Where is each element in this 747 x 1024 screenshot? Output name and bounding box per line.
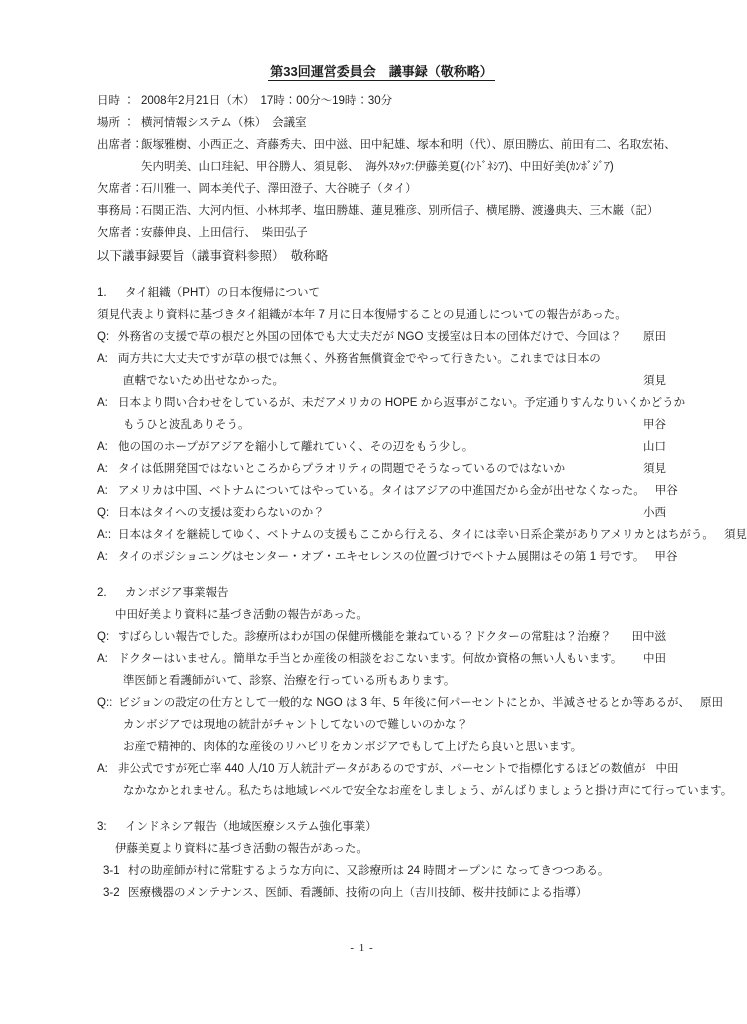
speaker-prefix: A:: [97, 397, 108, 409]
page-number: - 1 -: [350, 942, 374, 954]
continuation-line: [97, 670, 666, 692]
speaker-name: 小西: [643, 507, 666, 519]
attendees-row: [97, 134, 676, 156]
section-number: 2.: [97, 587, 107, 599]
continuation-line: [97, 736, 666, 758]
question-line: [97, 326, 666, 348]
secretariat-row: [97, 200, 666, 222]
meta-label: [97, 156, 141, 178]
speaker-prefix: A:: [97, 463, 108, 475]
section-title: インドネシア報告（地域医療システム強化事業）: [125, 821, 377, 833]
answer-line: [97, 758, 679, 780]
report-text: 伊藤美夏より資料に基づき活動の報告があった。: [115, 843, 368, 855]
meta-label: 場所 ：: [97, 117, 135, 129]
speaker-name: 甲谷: [654, 551, 678, 563]
question-line: [97, 626, 666, 648]
dialogue-text: お産で精神的、肉体的な産後のリハビリをカンボジアでもして上げたら良いと思います。: [123, 741, 583, 753]
speaker-prefix: A:: [97, 353, 108, 365]
speaker-name: 田中滋: [631, 631, 666, 643]
section-thailand: [97, 282, 747, 568]
speaker-name: 甲谷: [654, 485, 678, 497]
dialogue-text: 直轄でないため出せなかった。: [123, 375, 284, 387]
answer-line: [97, 480, 678, 502]
speaker-name: 山口: [643, 441, 666, 453]
sub-item-line: [97, 860, 666, 882]
dialogue-text: 日本より問い合わせをしているが、未だアメリカの HOPE から返事がこない。予定通りすんなりいくかどうか: [118, 397, 686, 409]
dialogue-text: 外務省の支援で草の根だと外国の団体でも大丈夫だが NGO 支援室は日本の団体だけで、今回は？: [118, 331, 622, 343]
question-line: [97, 692, 723, 714]
sub-item-number: 3-1: [103, 865, 120, 877]
speaker-prefix: A:: [97, 485, 108, 497]
dialogue-text: 非公式ですが死亡率 440 人/10 万人統計データがあるのですが、パーセントで指標化するほどの数値が: [118, 763, 646, 775]
dialogue-text: タイのポジショニングはセンター・オブ・エキセレンスの位置づけでベトナム展開はその第 1 号です。: [118, 551, 645, 563]
absentees-row-2: [97, 222, 666, 244]
section-cambodia: [97, 582, 733, 802]
dialogue-text: すばらしい報告でした。診療所はわが国の保健所機能を兼ねている？ドクターの常駐は？治療？: [118, 631, 612, 643]
speaker-name: 中田: [655, 763, 679, 775]
page-title: [97, 62, 666, 82]
speaker-prefix: A:: [97, 551, 108, 563]
report-text: 須見代表より資料に基づきタイ組織が本年 7 月に日本復帰することの見通しについての報告があった。: [97, 309, 627, 321]
section-heading: [97, 582, 666, 604]
dialogue-text: もうひと波乱ありそう。: [123, 419, 250, 431]
absentees-names: 石川雅一、岡本美代子、澤田澄子、大谷暁子（タイ）: [141, 183, 417, 195]
speaker-prefix: Q::: [97, 697, 113, 709]
dialogue-text: 日本はタイへの支援は変わらないのか？: [118, 507, 325, 519]
report-text: 中田好美より資料に基づき活動の報告があった。: [115, 609, 368, 621]
sub-item-text: 医療機器のメンテナンス、医師、看護師、技術の向上（吉川技師、桜井技師による指導）: [128, 887, 588, 899]
meta-label: 欠席者：: [97, 183, 143, 195]
page-title-text: 第33回運営委員会 議事録（敬称略）: [270, 64, 493, 79]
dialogue-text: ビジョンの設定の仕方として一般的な NGO は 3 年、5 年後に何パーセントにとか、半減させるとか等あるが、: [118, 697, 690, 709]
attendees-names: 飯塚雅樹、小西正之、斉藤秀夫、田中滋、田中紀雄、塚本和明（代）、原田勝広、前田有二、名取宏祐、: [141, 139, 676, 151]
dialogue-text: 両方共に大丈夫ですが草の根では無く、外務省無償資金でやって行きたい。これまでは日本の: [118, 353, 601, 365]
answer-line: [97, 436, 666, 458]
speaker-name: 須見: [643, 463, 666, 475]
section-number: 1.: [97, 287, 107, 299]
dialogue-text: アメリカは中国、ベトナムについてはやっている。タイはアジアの中進国だから金が出せなくなった。: [118, 485, 645, 497]
answer-line: [97, 648, 666, 670]
sub-item-number: 3-2: [103, 887, 120, 899]
answer-line: [97, 458, 666, 480]
meta-label: 出席者：: [97, 139, 143, 151]
meta-label: 日時 ：: [97, 95, 135, 107]
dialogue-text: なかなかとれません。私たちは地域レベルで安全なお産をしましょう、がんばりましょうと掛け声にて行っています。: [123, 785, 733, 797]
report-lead-line: [97, 304, 666, 326]
dialogue-text: 準医師と看護師がいて、診察、治療を行っている所もあります。: [123, 675, 456, 687]
secretariat-names: 石関正浩、大河内恒、小林邦孝、塩田勝雄、蓮見雅彦、別所信子、横尾勝、渡邊典夫、三木巌（記）: [141, 205, 659, 217]
continuation-line: [97, 370, 666, 392]
answer-line: [97, 348, 666, 370]
dialogue-text: ドクターはいません。簡単な手当とか産後の相談をおこないます。何故か資格の無い人もいます。: [118, 653, 623, 665]
answer-line: [97, 524, 747, 546]
section-number: 3:: [97, 821, 107, 833]
meta-value: 2008年2月21日（木） 17時：00分～19時：30分: [141, 95, 393, 107]
summary-note: 以下議事録要旨（議事資料参照） 敬称略: [97, 249, 329, 263]
dialogue-text: 日本はタイを継続してゆく、ベトナムの支援もここから行える、タイには幸い日系企業がありアメリカとはちがう。: [118, 529, 714, 541]
speaker-prefix: A::: [97, 529, 112, 541]
absentees-row: [97, 178, 666, 200]
question-line: [97, 502, 666, 524]
speaker-prefix: Q:: [97, 507, 110, 519]
absentees-names: 安藤伸良、上田信行、 柴田弘子: [141, 227, 308, 239]
continuation-line: [97, 414, 666, 436]
meta-row-datetime: [97, 90, 666, 112]
section-indonesia: [97, 816, 666, 904]
speaker-name: 原田: [700, 697, 723, 709]
speaker-name: 須見: [723, 529, 747, 541]
continuation-line: [97, 780, 733, 802]
continuation-line: [97, 714, 666, 736]
meta-label: 事務局：: [97, 205, 143, 217]
section-heading: [97, 816, 666, 838]
meta-label: 欠席者：: [97, 227, 143, 239]
meta-row-place: [97, 112, 666, 134]
answer-line: [97, 546, 678, 568]
attendees-names: 矢内明美、山口珪紀、甲谷勝人、須見彰、 海外ｽﾀｯﾌ:伊藤美夏(ｲﾝﾄﾞﾈｼｱ)、中田好美(ｶﾝﾎﾞｼﾞｱ): [141, 161, 614, 173]
speaker-prefix: A:: [97, 441, 108, 453]
speaker-name: 中田: [643, 653, 666, 665]
sub-item-text: 村の助産師が村に常駐するような方向に、又診療所は 24 時間オープンに なってきつつある。: [128, 865, 610, 877]
report-lead-line: [97, 604, 666, 626]
section-title: カンボジア事業報告: [125, 587, 229, 599]
dialogue-text: 他の国のホープがアジアを縮小して離れていく、その辺をもう少し。: [118, 441, 474, 453]
speaker-prefix: Q:: [97, 631, 110, 643]
answer-line: [97, 392, 686, 414]
report-lead-line: [97, 838, 666, 860]
speaker-prefix: A:: [97, 653, 108, 665]
speaker-name: 原田: [643, 331, 666, 343]
attendees-continuation-row: [97, 156, 666, 178]
section-title: タイ組織（PHT）の日本復帰について: [125, 287, 321, 299]
speaker-name: 須見: [643, 375, 666, 387]
meta-value: 横河情報システム（株） 会議室: [141, 117, 307, 129]
sub-item-line: [97, 882, 666, 904]
speaker-prefix: A:: [97, 763, 108, 775]
speaker-prefix: Q:: [97, 331, 110, 343]
dialogue-text: タイは低開発国ではないところからプラオリティの問題でそうなっているのではないか: [118, 463, 566, 475]
section-heading: [97, 282, 666, 304]
speaker-name: 甲谷: [643, 419, 666, 431]
dialogue-text: カンボジアでは現地の統計がチャントしてないので難しいのかな？: [123, 719, 468, 731]
